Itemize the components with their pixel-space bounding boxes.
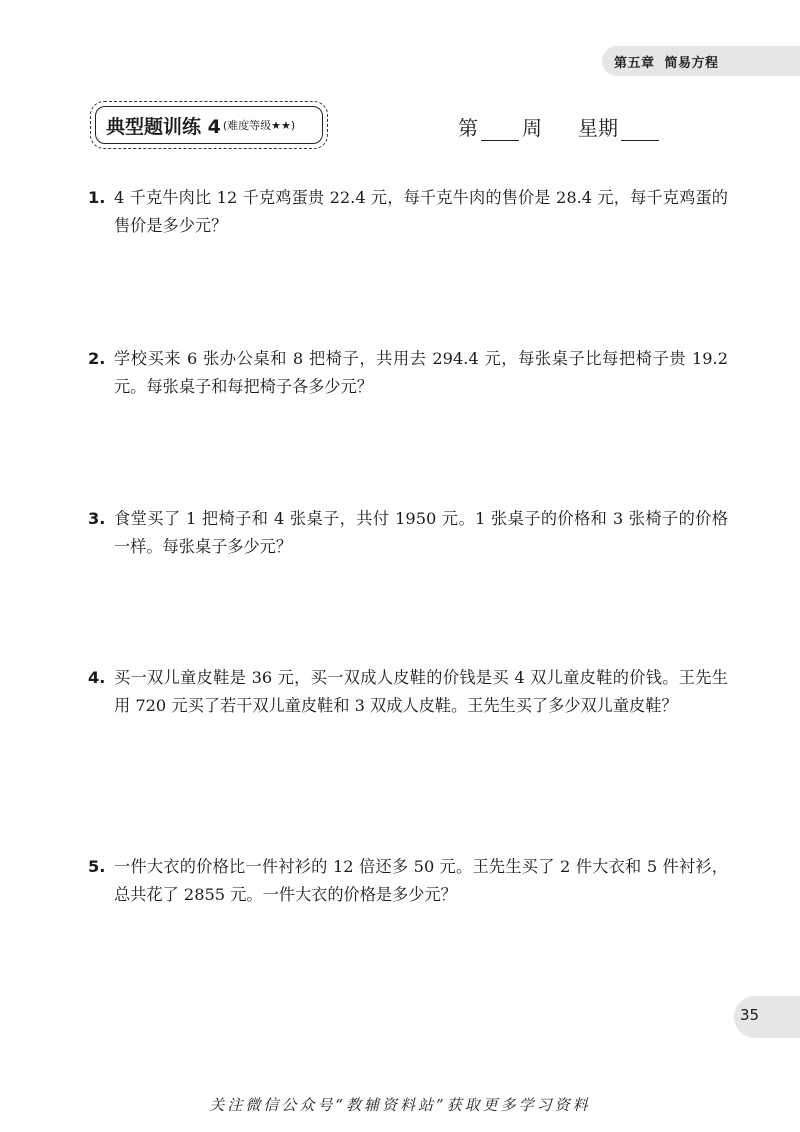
question-4 <box>88 664 728 720</box>
question-text: 4 千克牛肉比 12 千克鸡蛋贵 22.4 元，每千克牛肉的售价是 28.4 元，每千克鸡蛋的售价是多少元？ <box>114 188 728 235</box>
section-label: 简易方程 <box>664 56 719 71</box>
question-text: 学校买来 6 张办公桌和 8 把椅子，共用去 294.4 元，每张桌子比每把椅子贵 19.2 元。每张桌子和每把椅子各多少元？ <box>114 349 728 396</box>
question-5 <box>88 853 728 909</box>
weekday-blank[interactable] <box>621 118 659 141</box>
question-2 <box>88 345 728 401</box>
week-day-line <box>458 112 662 141</box>
question-number: 4. <box>88 668 106 687</box>
weekday-word: 星期 <box>578 116 618 140</box>
page-number: 35 <box>740 1006 760 1024</box>
chapter-header <box>614 52 719 71</box>
question-3 <box>88 505 728 561</box>
question-number: 5. <box>88 857 106 876</box>
question-number: 3. <box>88 509 106 528</box>
week-prefix: 第 <box>458 116 478 140</box>
week-number-blank[interactable] <box>481 118 519 141</box>
exercise-title: 典型题训练 4 <box>106 115 221 138</box>
chapter-label: 第五章 <box>614 56 655 71</box>
week-word: 周 <box>522 116 542 140</box>
difficulty-level: (难度等级★★) <box>222 119 296 132</box>
question-number: 1. <box>88 188 106 207</box>
question-number: 2. <box>88 349 106 368</box>
question-text: 买一双儿童皮鞋是 36 元，买一双成人皮鞋的价钱是买 4 双儿童皮鞋的价钱。王先生用 720 元买了若干双儿童皮鞋和 3 双成人皮鞋。王先生买了多少双儿童皮鞋？ <box>114 668 728 715</box>
question-1 <box>88 184 728 240</box>
footer-note: 关注微信公众号“教辅资料站”获取更多学习资料 <box>209 1096 591 1114</box>
exercise-title-box <box>90 101 328 149</box>
question-text: 一件大衣的价格比一件衬衫的 12 倍还多 50 元。王先生买了 2 件大衣和 5 件衬衫，总共花了 2855 元。一件大衣的价格是多少元？ <box>114 857 728 904</box>
question-text: 食堂买了 1 把椅子和 4 张桌子，共付 1950 元。1 张桌子的价格和 3 张椅子的价格一样。每张桌子多少元？ <box>114 509 728 556</box>
